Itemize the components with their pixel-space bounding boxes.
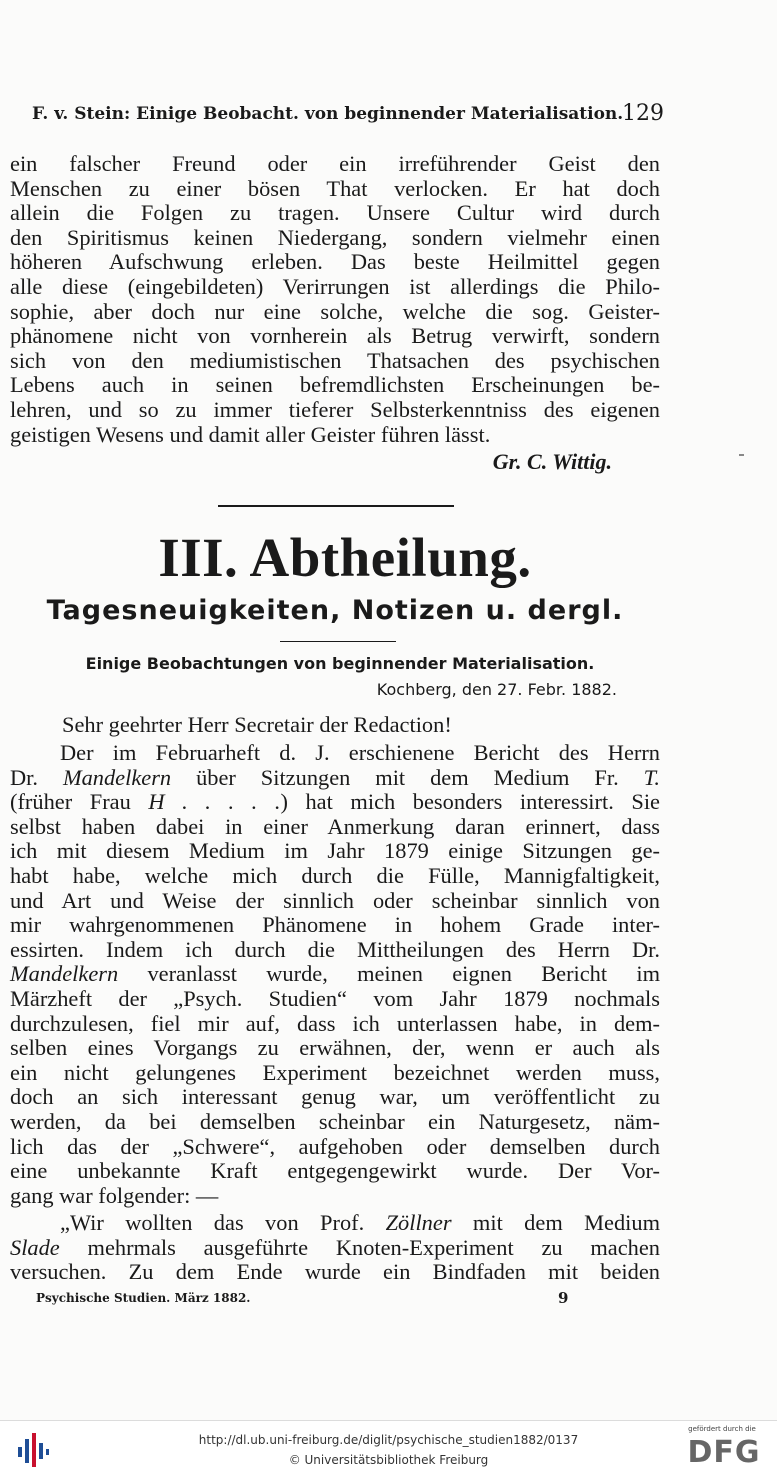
paragraph-3 <box>10 1211 660 1285</box>
text-line: selbst haben dabei in einer Anmerkung daran erinnert, dass <box>10 813 660 839</box>
text-line: ein falscher Freund oder ein irreführender Geist den <box>10 151 660 176</box>
running-head-title: F. v. Stein: Einige Beobacht. von beginnender Materialisation. <box>32 104 624 124</box>
section-title: III. Abtheilung. <box>158 527 532 588</box>
name-mandelkern: Mandelkern <box>62 764 172 790</box>
paragraph-1 <box>10 152 660 447</box>
text-line: „Wir wollten das von Prof. Zöllner mit dem Medium <box>60 1210 661 1235</box>
text-line: habt habe, welche mich durch die Fülle, Mannigfaltigkeit, <box>10 862 660 888</box>
text-line: Märzheft der „Psych. Studien“ vom Jahr 1879 nochmals <box>10 985 660 1011</box>
text-line: allein die Folgen zu tragen. Unsere Cultur wird durch <box>10 200 660 226</box>
separator-rule <box>218 505 454 507</box>
text-line: sophie, aber doch nur eine solche, welche die sog. Geister- <box>10 298 660 324</box>
text-line: werden, da bei demselben scheinbar ein Naturgesetz, näm- <box>10 1108 660 1134</box>
text-line: Der im Februarheft d. J. erschienene Bericht des Herrn <box>60 740 660 765</box>
permalink-url[interactable]: http://dl.ub.uni-freiburg.de/diglit/psychische_studien1882/0137 <box>198 1433 579 1447</box>
text-line: Lebens auch in seinen befremdlichsten Erscheinungen be- <box>10 372 660 398</box>
text-line: geistigen Wesens und damit aller Geister führen lässt. <box>10 421 491 447</box>
text-line: und Art und Weise der sinnlich oder scheinbar sinnlich von <box>10 887 660 913</box>
page-footer <box>36 1291 576 1305</box>
text-line: den Spiritismus keinen Niedergang, sondern vielmehr einen <box>10 224 660 250</box>
text-line: alle diese (eingebildeten) Verirrungen ist allerdings die Philo- <box>10 273 660 299</box>
viewer-footer-bar <box>0 1420 777 1478</box>
text-line: sich von den mediumistischen Thatsachen des psychischen <box>10 347 660 373</box>
page-number: 129 <box>622 101 664 126</box>
text-line: gang war folgender: — <box>10 1182 219 1208</box>
section-subtitle: Tagesneuigkeiten, Notizen u. dergl. <box>46 595 624 626</box>
dfg-logo-icon[interactable]: DFG <box>687 1435 761 1470</box>
text-line: Menschen zu einer bösen That verlocken. Er hat doch <box>10 175 660 201</box>
text-line: lehren, und so zu immer tieferer Selbsterkenntniss des eigenen <box>10 396 660 422</box>
scan-speck <box>739 454 744 456</box>
text-line: eine unbekannte Kraft entgegengewirkt wurde. Der Vor- <box>10 1158 660 1184</box>
paragraph-2 <box>10 741 660 1208</box>
text-line: ich mit diesem Medium im Jahr 1879 einige Sitzungen ge- <box>10 838 660 864</box>
text-line: doch an sich interessant genug war, um veröffentlicht zu <box>10 1084 660 1110</box>
text-line: höheren Aufschwung erleben. Das beste Heilmittel gegen <box>10 249 660 275</box>
salutation: Sehr geehrter Herr Secretair der Redaction! <box>62 712 452 737</box>
text-line: phänomene nicht von vornherein als Betrug verwirft, sondern <box>10 323 660 349</box>
text-line: durchzulesen, fiel mir auf, dass ich unterlassen habe, in dem- <box>10 1010 660 1036</box>
article-title: Einige Beobachtungen von beginnender Materialisation. <box>85 654 595 673</box>
short-rule <box>280 641 396 642</box>
dfg-caption: gefördert durch die <box>688 1425 756 1433</box>
text-line: lich das der „Schwere“, aufgehoben oder demselben durch <box>10 1133 660 1159</box>
dateline: Kochberg, den 27. Febr. 1882. <box>376 680 617 699</box>
text-line: essirten. Indem ich durch die Mittheilungen des Herrn Dr. <box>10 936 660 962</box>
text-line: versuchen. Zu dem Ende wurde ein Bindfaden mit beiden <box>10 1259 660 1285</box>
text-line: mir wahrgenommenen Phänomene in hohem Grade inter- <box>10 912 660 938</box>
editor-signature: Gr. C. Wittig. <box>492 449 612 474</box>
signature-mark: 9 <box>558 1289 569 1307</box>
running-head <box>32 101 664 126</box>
text-line: Mandelkern veranlasst wurde, meinen eignen Bericht im <box>10 961 660 987</box>
text-line: selben eines Vorgangs zu erwähnen, der, wenn er auch als <box>10 1035 660 1061</box>
name-mandelkern: Mandelkern <box>10 961 119 987</box>
text-line: Slade mehrmals ausgeführte Knoten-Experiment zu machen <box>10 1234 660 1260</box>
copyright-notice: © Universitätsbibliothek Freiburg <box>288 1453 489 1467</box>
journal-footer: Psychische Studien. März 1882. <box>36 1291 251 1305</box>
text-line: Dr. Mandelkern über Sitzungen mit dem Medium Fr. T. <box>10 764 660 790</box>
text-line: ein nicht gelungenes Experiment bezeichnet werden muss, <box>10 1059 660 1085</box>
text-line: (früher Frau H . . . . .) hat mich besonders interessirt. Sie <box>10 789 660 815</box>
